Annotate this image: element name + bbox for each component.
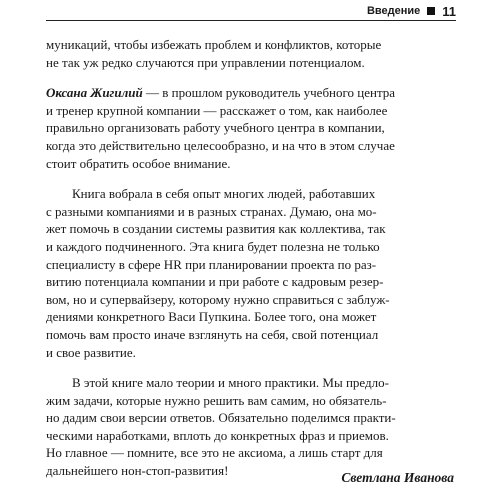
text-line: вом, но и супервайзеру, которому нужно справиться с заблуж- <box>46 291 390 307</box>
text-line: — в прошлом руководитель учебного центра <box>142 85 396 101</box>
text-line: Книга вобрала в себя опыт многих людей, работавших <box>72 186 376 202</box>
chapter-title: Введение <box>366 5 421 17</box>
text-line: муникаций, чтобы избежать проблем и конфликтов, которые <box>46 37 382 52</box>
text-line: и тренер крупной компании — расскажет о том, как наиболее <box>46 102 388 118</box>
text-line: и каждого подчиненного. Эта книга будет полезна не только <box>46 238 380 254</box>
text-line: Но главное — помните, все это не аксиома, а лишь старт для <box>46 445 383 461</box>
running-header <box>46 2 456 21</box>
text-line: дальнейшего нон-стоп-развития! <box>46 463 229 479</box>
signature: Светлана Иванова <box>341 470 454 485</box>
bullet-icon <box>427 7 435 15</box>
text-line: когда это действительно целесообразно, и на что в этом случае <box>46 137 395 153</box>
text-line: жет помочь в создании системы развития как коллектива, так <box>46 221 386 237</box>
text-line: ческими наработками, вплоть до конкретных фраз и приемов. <box>46 427 389 443</box>
text-line: дениями конкретного Васи Пупкина. Более того, она может <box>46 309 377 325</box>
text-line: помочь вам просто иначе взглянуть на себя, свой потенциал <box>46 326 379 342</box>
text-line: специалисту в сфере HR при планировании проекта по раз- <box>46 256 377 272</box>
text-line: жим задачи, которые нужно решить вам самим, но обязатель- <box>46 392 387 408</box>
page-number: 11 <box>442 3 456 19</box>
paragraph-2 <box>46 84 456 172</box>
body-text <box>46 36 456 480</box>
text-line: правильно организовать работу учебного центра в компании, <box>46 120 385 136</box>
text-line: витию потенциала компании и при работе с кадровым резер- <box>46 274 384 290</box>
paragraph-3 <box>46 185 456 361</box>
text-line: не так уж редко случаются при управлении потенциалом. <box>46 54 365 70</box>
text-line: стоит обратить особое внимание. <box>46 155 231 171</box>
text-line: но дадим свои версии ответов. Обязательно поделимся практи- <box>46 410 396 426</box>
author-name: Оксана Жигилий <box>46 85 143 101</box>
text-line: и свое развитие. <box>46 344 136 360</box>
text-line: с разными компаниями и в разных странах. Думаю, она мо- <box>46 203 377 219</box>
paragraph-4 <box>46 374 456 480</box>
header-content <box>367 2 456 20</box>
text-line: В этой книге мало теории и много практики. Мы предло- <box>72 375 389 391</box>
paragraph-1 <box>46 36 456 71</box>
